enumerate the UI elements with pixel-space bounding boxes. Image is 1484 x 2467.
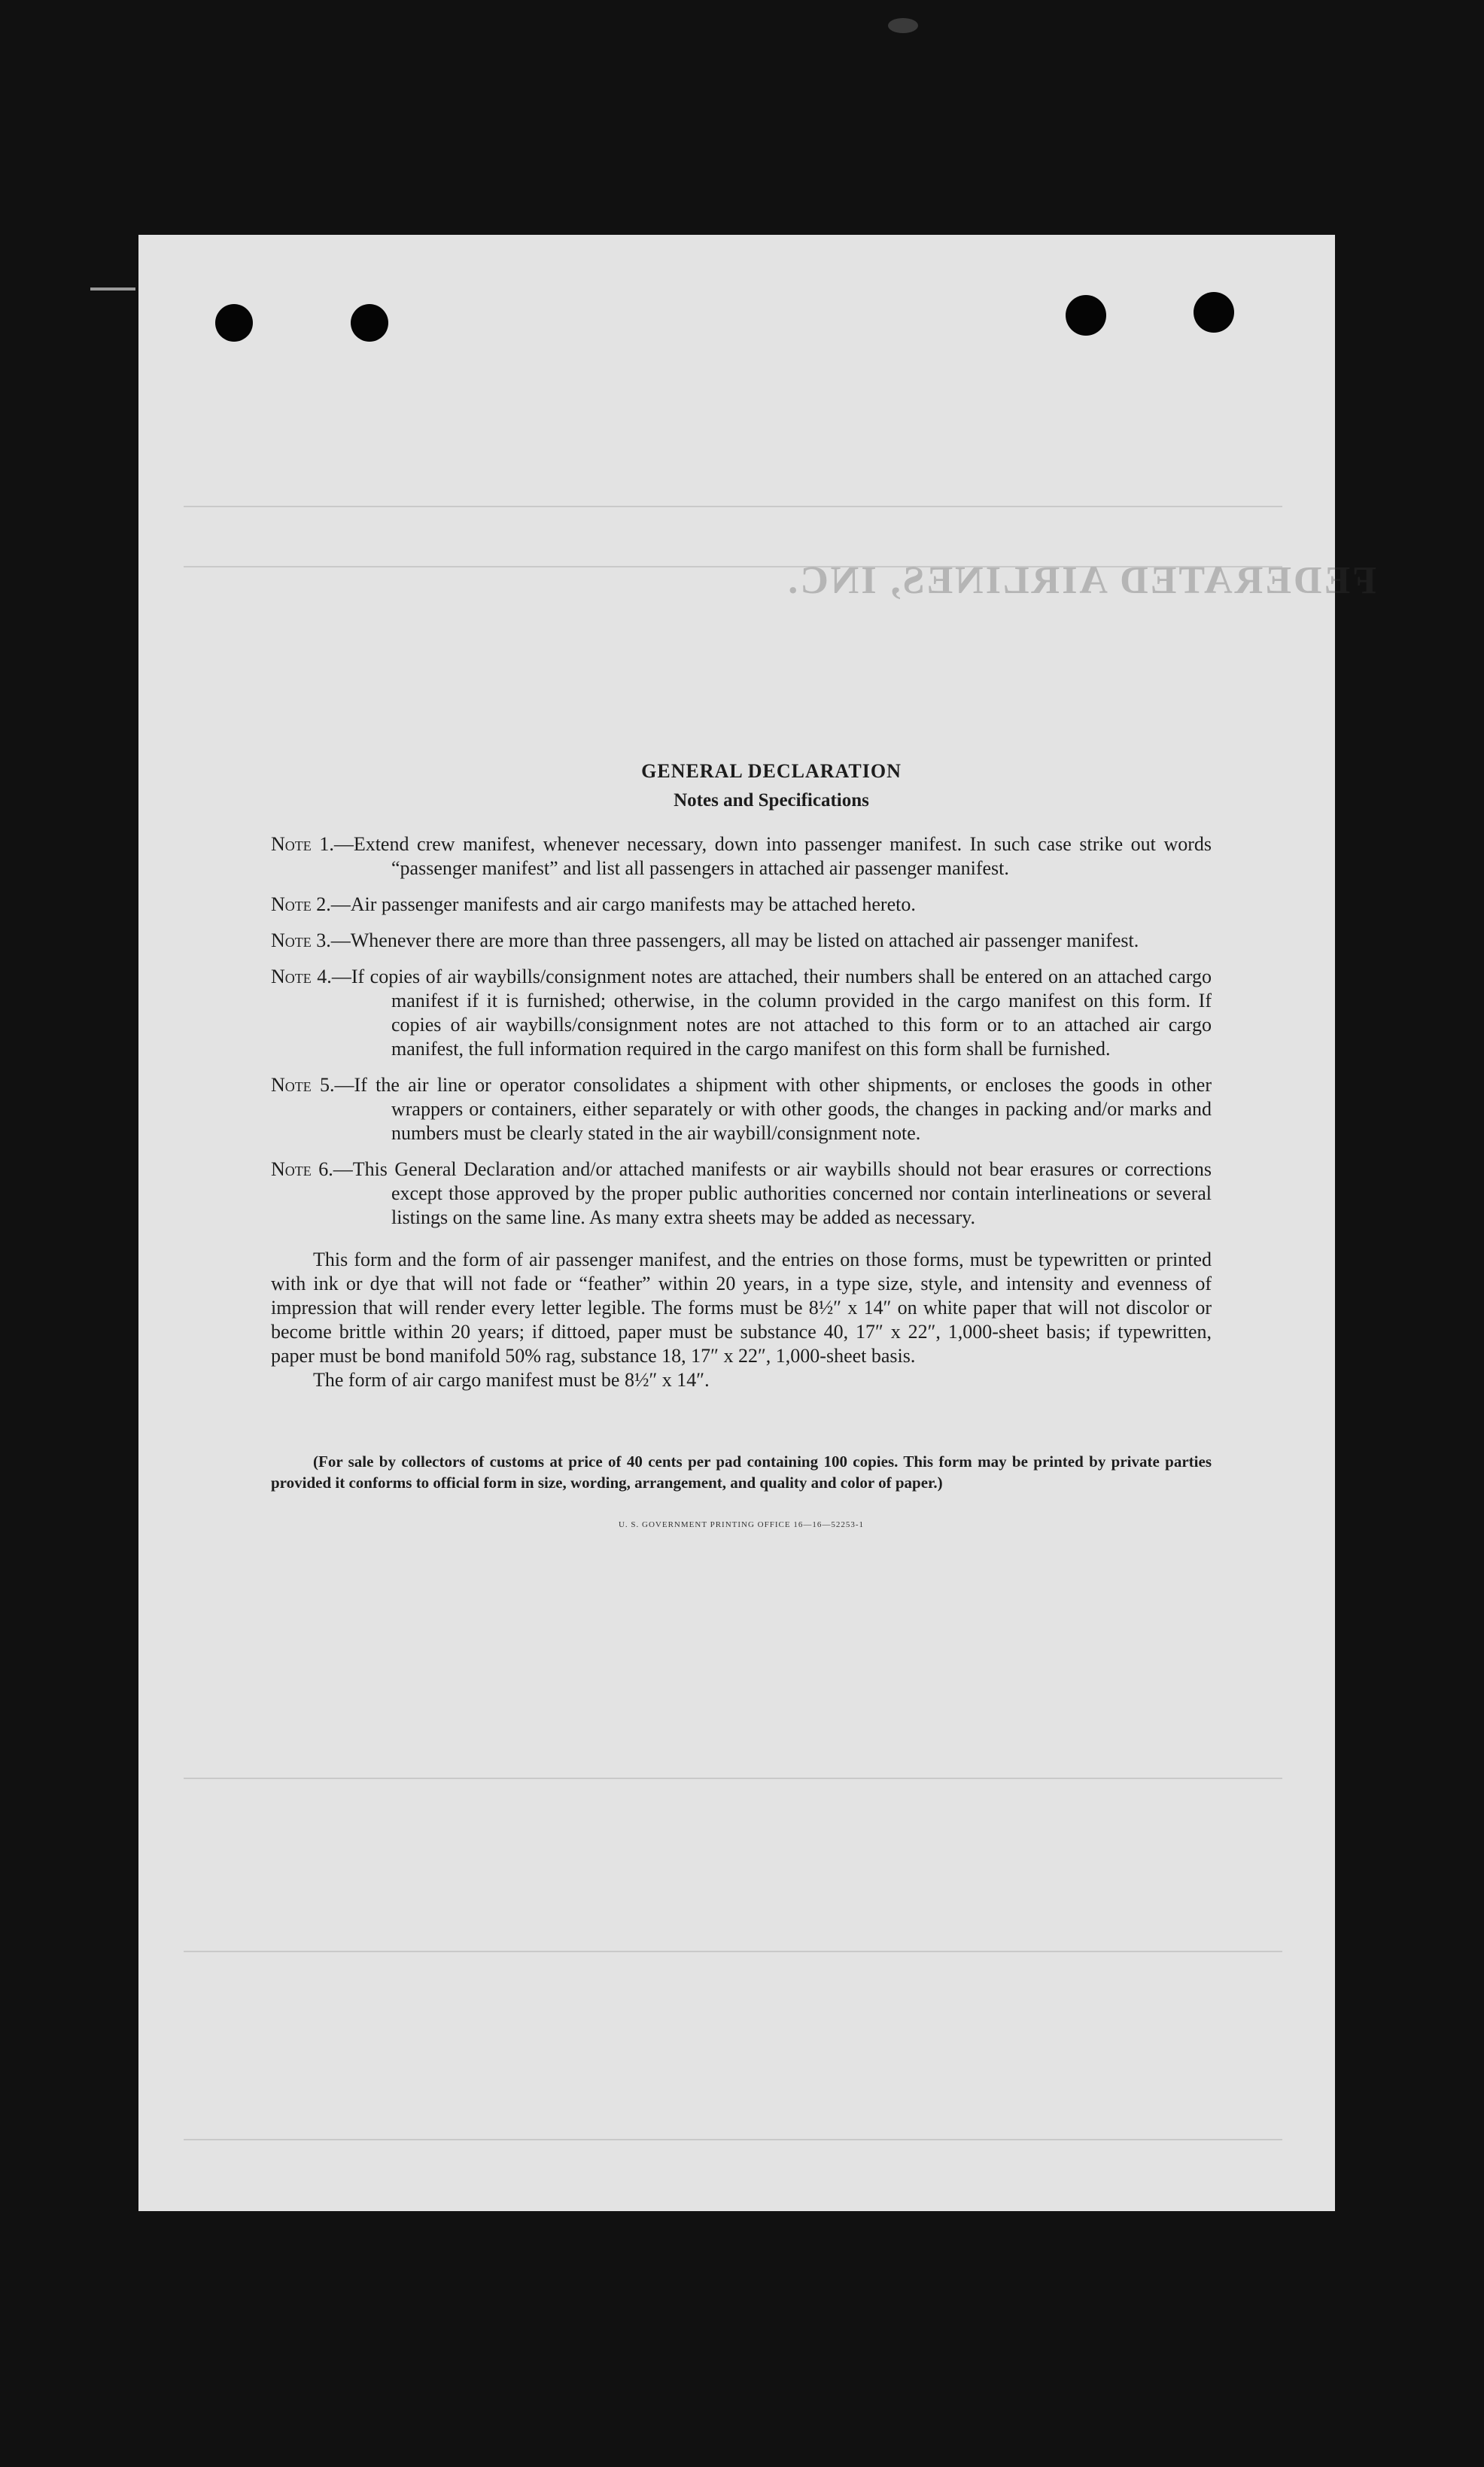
note-text: —If copies of air waybills/consignment notes are attached, their numbers shall be entered on an attached cargo manifest if it is furnished; otherwise, in the column provided in the cargo manifest on this form. If copies of air waybills/consignment notes are not attached to this form or to an attached air cargo manifest, the full information required in the cargo manifest on this form shall be furnished. [331, 966, 1212, 1060]
document-title: GENERAL DECLARATION [641, 760, 902, 782]
bleed-through-rule [184, 506, 1282, 507]
cargo-manifest-size-paragraph: The form of air cargo manifest must be 8½″ x 14″. [313, 1369, 710, 1391]
form-specification-paragraph: This form and the form of air passenger manifest, and the entries on those forms, must be typewritten or printed with ink or dye that will not fade or “feather” within 20 years, in a type size, style, and intensity and evenness of impression that will render every letter legible. The forms must be 8½″ x 14″ on white paper that will not discolor or become brittle within 20 years; if dittoed, paper must be substance 40, 17″ x 22″, 1,000-sheet basis; if typewritten, paper must be bond manifold 50% rag, substance 18, 17″ x 22″, 1,000-sheet basis. [271, 1249, 1212, 1367]
bleed-through-letterhead: FEDERATED AIRLINES, INC. [786, 559, 1376, 602]
note-text: —If the air line or operator consolidates a shipment with other shipments, or encloses the goods in other wrappers or containers, either separately or with other goods, the changes in packing and/or marks and numbers must be clearly stated in the air waybill/consignment note. [334, 1074, 1212, 1144]
note-text: —Extend crew manifest, whenever necessary, down into passenger manifest. In such case strike out words “passenger manifest” and list all passengers in attached air passenger manifest. [333, 833, 1212, 879]
bleed-through-rule [184, 566, 1282, 567]
note-text: —This General Declaration and/or attached manifests or air waybills should not bear erasures or corrections except those approved by the proper public authorities concerned nor contain interlineations or several listings on the same line. As many extra sheets may be added as necessary. [333, 1158, 1212, 1228]
note-label: Note 4. [271, 966, 332, 987]
note-text: —Air passenger manifests and air cargo manifests may be attached hereto. [330, 893, 916, 915]
note-label: Note 3. [271, 929, 331, 951]
note-1 [271, 832, 1212, 881]
punch-hole [215, 304, 253, 342]
note-label: Note 2. [271, 893, 331, 915]
notes-and-specifications [271, 760, 1212, 1529]
note-3 [271, 929, 1212, 953]
scan-artifact-line [90, 287, 135, 291]
note-label: Note 6. [271, 1158, 333, 1180]
punch-hole [351, 304, 388, 342]
bleed-through-rule [184, 2139, 1282, 2140]
note-label: Note 5. [271, 1074, 335, 1096]
scan-artifact [888, 18, 918, 33]
printer-line: U. S. GOVERNMENT PRINTING OFFICE 16—16—52253-1 [618, 1520, 864, 1529]
note-5 [271, 1073, 1212, 1145]
note-4 [271, 965, 1212, 1061]
note-label: Note 1. [271, 833, 334, 855]
punch-hole [1066, 295, 1106, 336]
sale-notice: (For sale by collectors of customs at price of 40 cents per pad containing 100 copies. This form may be printed by private parties provided it conforms to official form in size, wording, arrangement, and quality and color of paper.) [271, 1453, 1212, 1492]
document-subtitle: Notes and Specifications [674, 790, 869, 811]
note-6 [271, 1157, 1212, 1230]
punch-hole [1194, 292, 1234, 333]
note-text: —Whenever there are more than three passengers, all may be listed on attached air passenger manifest. [330, 929, 1139, 951]
note-2 [271, 893, 1212, 917]
bleed-through-rule [184, 1951, 1282, 1952]
bleed-through-rule [184, 1778, 1282, 1779]
